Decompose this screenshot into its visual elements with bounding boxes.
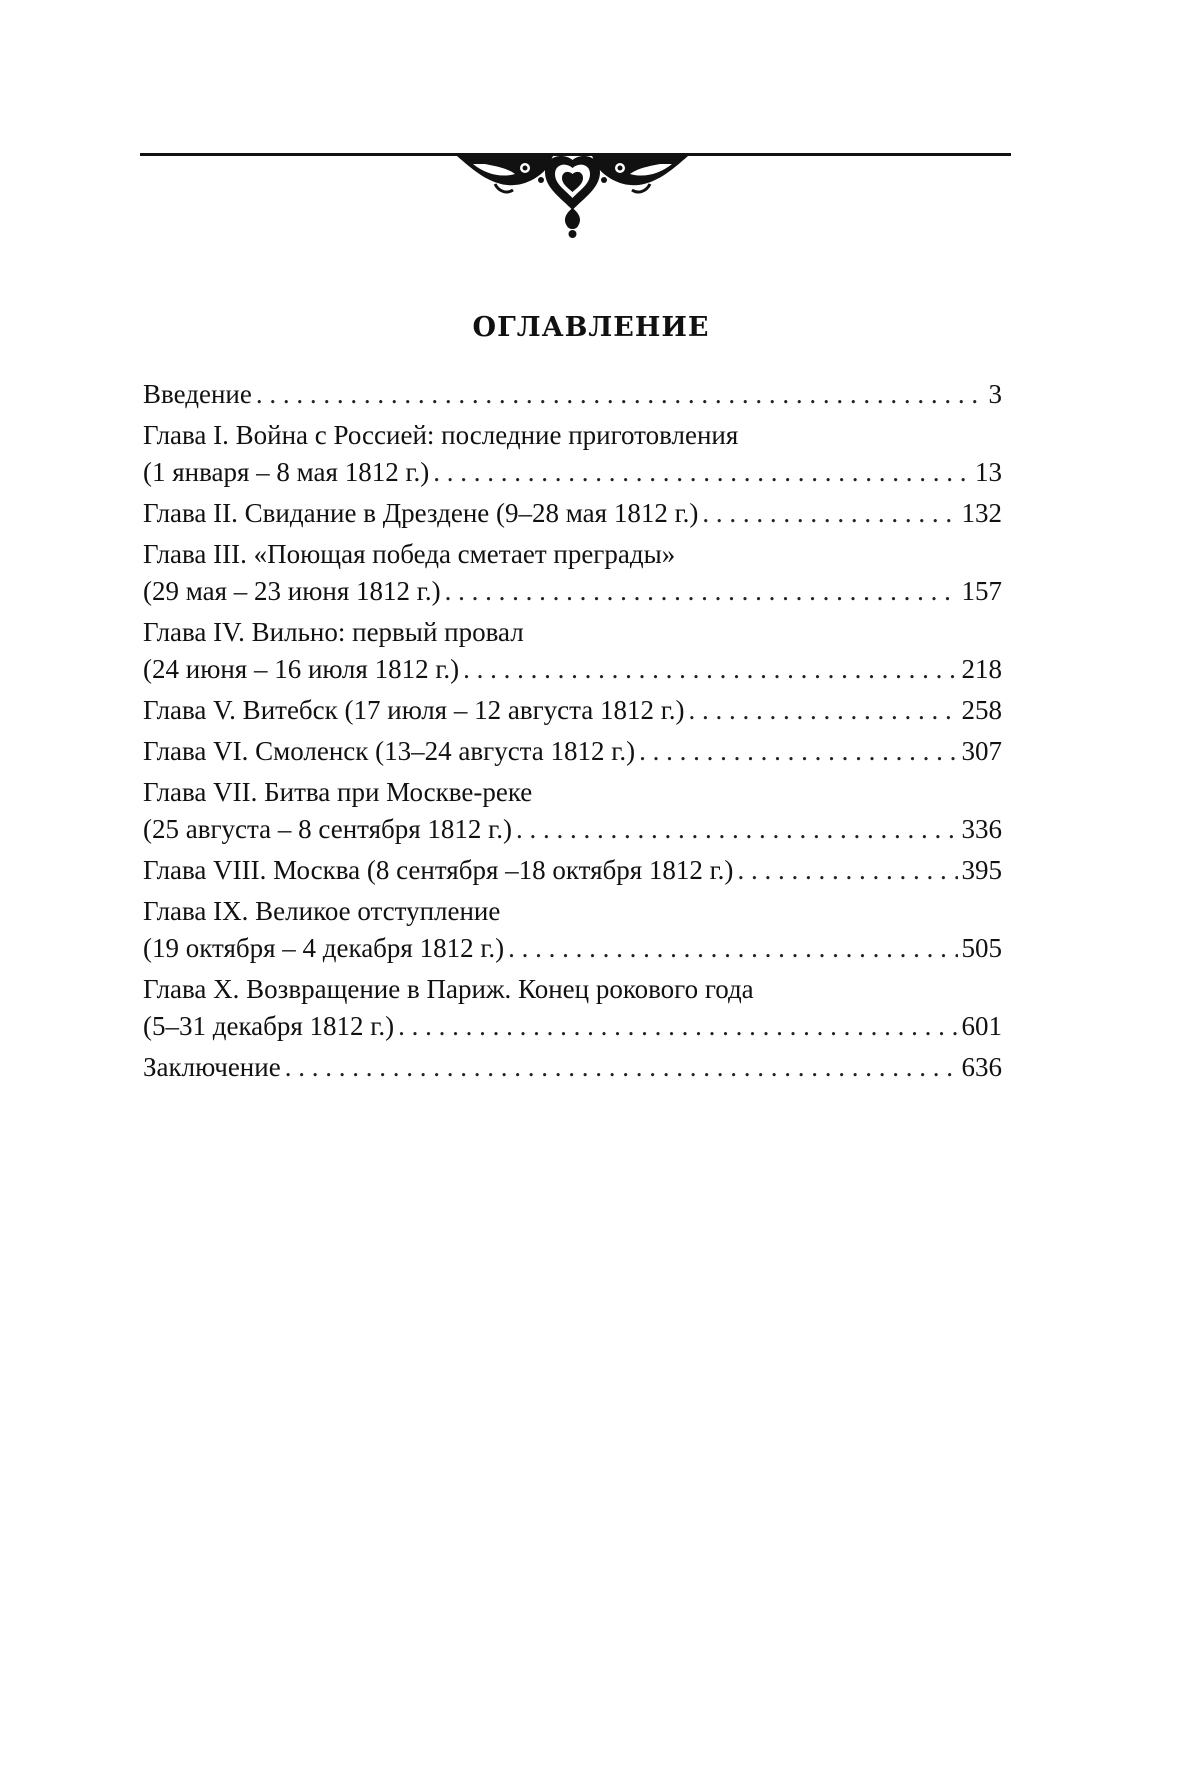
toc-page-number: 132 — [961, 498, 1002, 528]
toc-entry-chapter-7[interactable] — [143, 774, 1002, 848]
dot-leader — [516, 811, 958, 848]
toc-entry-label: Глава V. Витебск (17 июля – 12 августа 1812 г.) — [143, 695, 685, 725]
toc-entry-label: Глава VI. Смоленск (13–24 августа 1812 г.) — [143, 736, 636, 766]
toc-page-number: 601 — [961, 1011, 1002, 1041]
toc-page-number: 395 — [961, 855, 1002, 885]
dot-leader — [508, 930, 957, 967]
toc-page-number: 218 — [961, 654, 1002, 684]
dot-leader — [737, 852, 957, 889]
table-of-contents — [143, 376, 1002, 1090]
toc-entry-chapter-4[interactable] — [143, 614, 1002, 688]
toc-page-number: 307 — [961, 736, 1002, 766]
toc-entry-label: Глава VIII. Москва (8 сентября –18 октября 1812 г.) — [143, 855, 734, 885]
toc-entry-dates: (5–31 декабря 1812 г.) — [143, 1011, 395, 1041]
toc-entry-label: Заключение — [143, 1052, 281, 1082]
toc-entry-chapter-1[interactable] — [143, 417, 1002, 491]
page-title: ОГЛАВЛЕНИЕ — [472, 312, 710, 343]
toc-page-number: 336 — [961, 814, 1002, 844]
toc-entry-label: Глава IV. Вильно: первый провал — [143, 617, 524, 647]
toc-entry-chapter-8[interactable] — [143, 852, 1002, 889]
toc-entry-dates: (19 октября – 4 декабря 1812 г.) — [143, 933, 505, 963]
toc-entry-introduction[interactable] — [143, 376, 1002, 413]
toc-entry-label: Введение — [143, 379, 252, 409]
toc-page-number: 258 — [961, 695, 1002, 725]
toc-entry-label: Глава VII. Битва при Москве-реке — [143, 777, 533, 807]
dot-leader — [445, 573, 958, 610]
toc-entry-chapter-3[interactable] — [143, 536, 1002, 610]
decorative-ornament-icon — [455, 154, 690, 240]
toc-entry-dates: (29 мая – 23 июня 1812 г.) — [143, 576, 441, 606]
dot-leader — [702, 495, 957, 532]
toc-entry-label: Глава I. Война с Россией: последние приготовления — [143, 420, 739, 450]
toc-entry-label: Глава IX. Великое отступление — [143, 896, 501, 926]
toc-page-number: 505 — [961, 933, 1002, 963]
dot-leader — [285, 1049, 958, 1086]
toc-entry-conclusion[interactable] — [143, 1049, 1002, 1086]
toc-entry-label: Глава II. Свидание в Дрездене (9–28 мая 1812 г.) — [143, 498, 699, 528]
dot-leader — [398, 1008, 957, 1045]
toc-page-number: 636 — [961, 1052, 1002, 1082]
toc-entry-label: Глава X. Возвращение в Париж. Конец рокового года — [143, 974, 754, 1004]
toc-entry-chapter-9[interactable] — [143, 893, 1002, 967]
dot-leader — [463, 651, 957, 688]
dot-leader — [639, 733, 957, 770]
toc-page-number: 13 — [975, 457, 1002, 487]
toc-entry-chapter-6[interactable] — [143, 733, 1002, 770]
toc-entry-label: Глава III. «Поющая победа сметает преграды» — [143, 539, 676, 569]
toc-page-number: 3 — [988, 379, 1002, 409]
toc-entry-chapter-2[interactable] — [143, 495, 1002, 532]
dot-leader — [256, 376, 985, 413]
toc-page-number: 157 — [961, 576, 1002, 606]
toc-entry-dates: (24 июня – 16 июля 1812 г.) — [143, 654, 460, 684]
dot-leader — [689, 692, 958, 729]
toc-entry-dates: (25 августа – 8 сентября 1812 г.) — [143, 814, 512, 844]
toc-entry-chapter-5[interactable] — [143, 692, 1002, 729]
dot-leader — [433, 454, 971, 491]
toc-entry-chapter-10[interactable] — [143, 971, 1002, 1045]
toc-entry-dates: (1 января – 8 мая 1812 г.) — [143, 457, 430, 487]
